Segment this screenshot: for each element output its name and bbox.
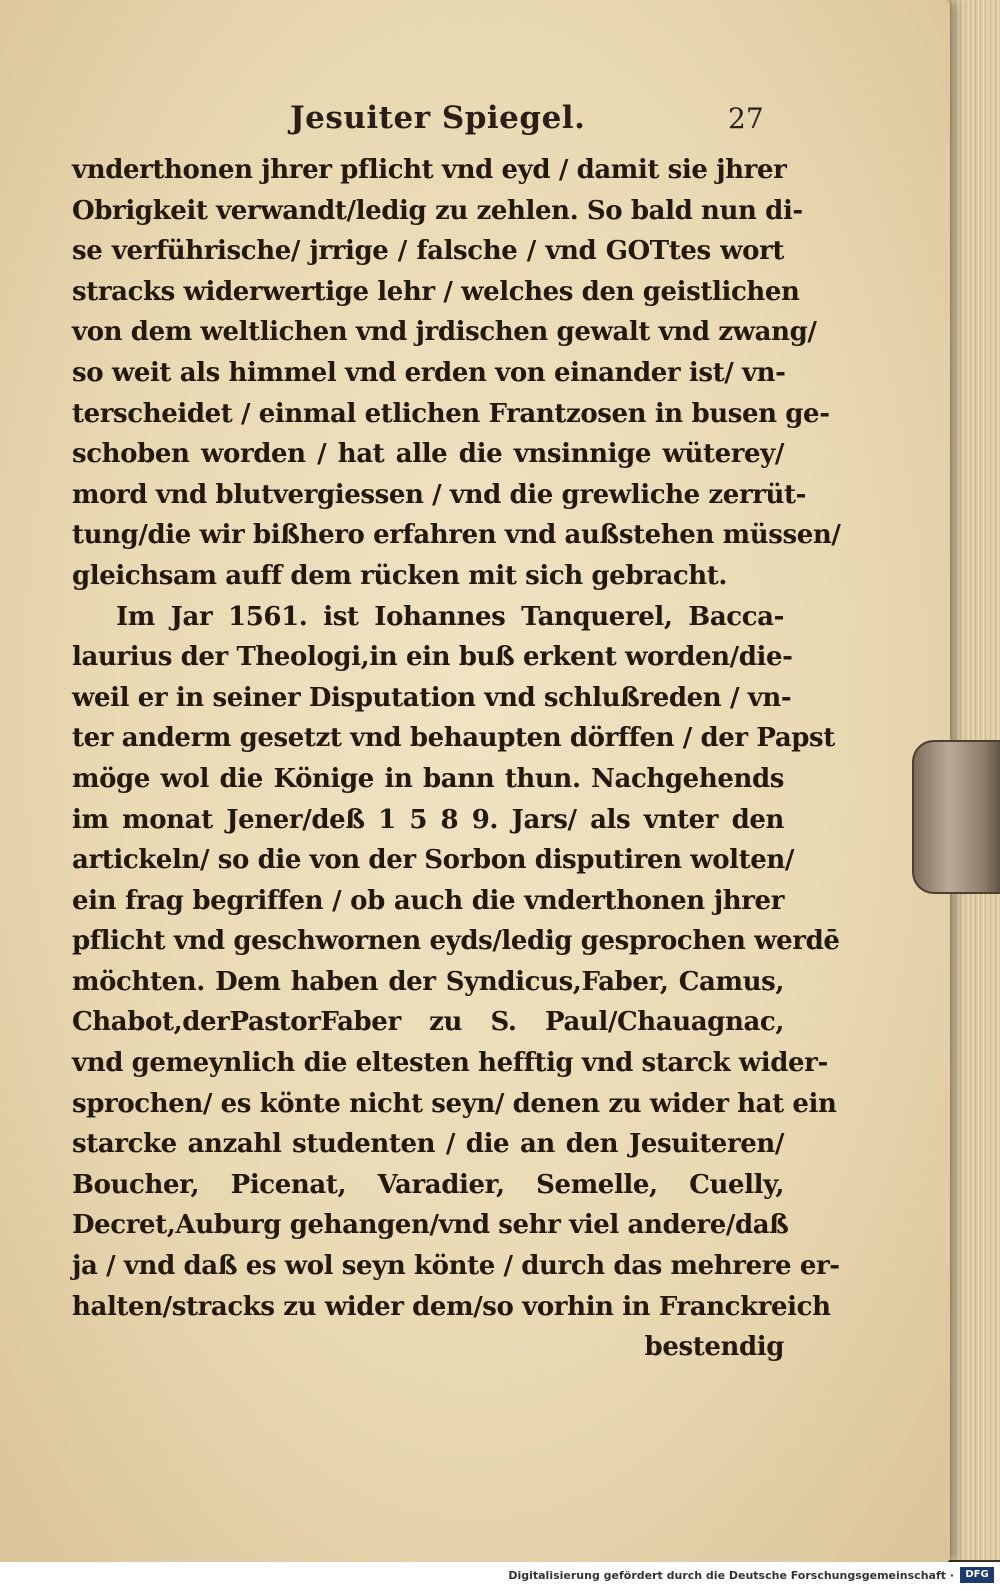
text-line: halten/stracks zu wider dem/so vorhin in Franckreich bbox=[72, 1291, 831, 1322]
text-line: Im Jar 1561. ist Iohannes Tanquerel, Bacca- bbox=[116, 601, 784, 632]
text-line: gleichsam auff dem rücken mit sich gebracht. bbox=[72, 560, 728, 591]
text-line: tung/die wir bißhero erfahren vnd außstehen müssen/ bbox=[72, 520, 841, 551]
running-title: Jesuiter Spiegel. bbox=[290, 100, 586, 136]
page-number: 27 bbox=[728, 102, 764, 135]
text-line: Chabot,derPastorFaber zu S. Paul/Chauagnac, bbox=[72, 1007, 784, 1038]
text-line: starcke anzahl studenten / die an den Jesuiteren/ bbox=[72, 1129, 784, 1160]
text-line: ja / vnd daß es wol seyn könte / durch das mehrere er- bbox=[72, 1251, 840, 1282]
text-line: Boucher, Picenat, Varadier, Semelle, Cuelly, bbox=[72, 1169, 784, 1200]
text-line: terscheidet / einmal etlichen Frantzosen in busen ge- bbox=[72, 398, 830, 429]
text-line: ein frag begriffen / ob auch die vnderthonen jhrer bbox=[72, 885, 784, 916]
dfg-logo: DFG bbox=[960, 1567, 994, 1583]
book-clasp bbox=[912, 740, 1000, 894]
text-line: pflicht vnd geschwornen eyds/ledig gesprochen werdē bbox=[72, 926, 840, 957]
body-text bbox=[72, 150, 841, 1368]
catchword: bestendig bbox=[644, 1332, 784, 1363]
page-header bbox=[80, 100, 780, 144]
text-line: mord vnd blutvergiessen / vnd die grewliche zerrüt- bbox=[72, 479, 807, 510]
digitization-footer bbox=[0, 1562, 1000, 1591]
text-line: weil er in seiner Disputation vnd schlußreden / vn- bbox=[72, 682, 792, 713]
text-line: von dem weltlichen vnd jrdischen gewalt vnd zwang/ bbox=[72, 317, 817, 348]
text-line: Obrigkeit verwandt/ledig zu zehlen. So bald nun di- bbox=[72, 195, 803, 226]
text-line: möchten. Dem haben der Syndicus,Faber, Camus, bbox=[72, 966, 784, 997]
text-line: Decret,Auburg gehangen/vnd sehr viel andere/daß bbox=[72, 1210, 789, 1241]
text-line: im monat Jener/deß 1 5 8 9. Jars/ als vnter den bbox=[72, 804, 784, 835]
text-line: se verführische/ jrrige / falsche / vnd GOTtes wort bbox=[72, 236, 784, 267]
text-line: so weit als himmel vnd erden von einander ist/ vn- bbox=[72, 357, 786, 388]
text-line: sprochen/ es könte nicht seyn/ denen zu wider hat ein bbox=[72, 1088, 837, 1119]
text-line: schoben worden / hat alle die vnsinnige wüterey/ bbox=[72, 439, 784, 470]
funding-credit: Digitalisierung gefördert durch die Deutsche Forschungsgemeinschaft · bbox=[508, 1569, 954, 1582]
text-line: vnderthonen jhrer pflicht vnd eyd / damit sie jhrer bbox=[72, 155, 787, 185]
text-line: vnd gemeynlich die eltesten hefftig vnd starck wider- bbox=[72, 1048, 828, 1079]
text-line: stracks widerwertige lehr / welches den geistlichen bbox=[72, 276, 800, 307]
text-line: laurius der Theologi,in ein buß erkent worden/die- bbox=[72, 642, 793, 673]
text-line: möge wol die Könige in bann thun. Nachgehends bbox=[72, 763, 784, 794]
text-line: ter anderm gesetzt vnd behaupten dörffen / der Papst bbox=[72, 723, 835, 754]
text-line: artickeln/ so die von der Sorbon disputiren wolten/ bbox=[72, 845, 795, 876]
